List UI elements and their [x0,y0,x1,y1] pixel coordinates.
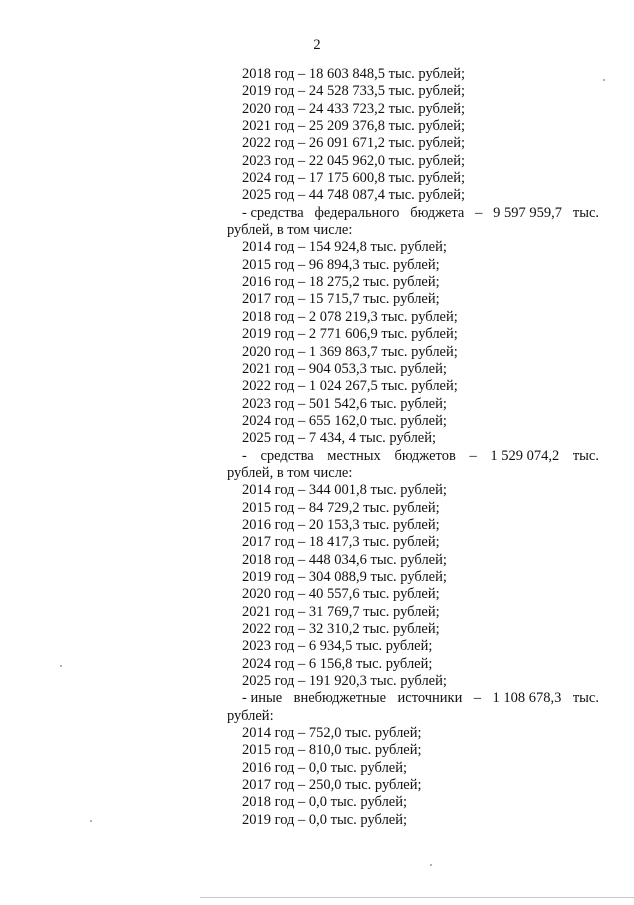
heading-word: - [242,447,247,464]
list-item: 2019 год – 0,0 тыс. рублей; [242,811,408,828]
other-years-list [227,725,599,829]
heading-first-line [227,205,599,222]
heading-word: 9 597 959,7 [493,204,563,221]
heading-word: местных [327,447,381,464]
local-budget-heading [227,448,599,483]
heading-continuation: рублей: [227,707,274,724]
heading-continuation: рублей, в том числе: [227,222,353,239]
list-item: 2016 год – 0,0 тыс. рублей; [242,759,408,776]
heading-word: источники [397,690,463,707]
list-item: 2015 год – 810,0 тыс. рублей; [242,742,422,759]
document-body [227,66,599,829]
heading-word: – [469,447,477,464]
scan-speck [90,820,92,822]
list-item: 2022 год – 26 091 671,2 тыс. рублей; [242,135,466,152]
page-number: 2 [313,37,321,53]
list-item: 2019 год – 304 088,9 тыс. рублей; [242,568,447,585]
list-item: 2025 год – 44 748 087,4 тыс. рублей; [242,187,466,204]
list-item: 2014 год – 154 924,8 тыс. рублей; [242,239,447,256]
heading-word: внебюджетные [293,690,387,707]
list-item: 2023 год – 501 542,6 тыс. рублей; [242,395,447,412]
list-item: 2020 год – 40 557,6 тыс. рублей; [242,586,440,603]
list-item: 2016 год – 18 275,2 тыс. рублей; [242,274,440,291]
heading-word: федерального [314,204,400,221]
total-years-list [227,66,599,205]
list-item: 2020 год – 1 369 863,7 тыс. рублей; [242,343,458,360]
heading-word: бюджетов [394,447,456,464]
list-item: 2021 год – 25 209 376,8 тыс. рублей; [242,118,466,135]
heading-word: тыс. [572,690,599,707]
list-item: 2022 год – 1 024 267,5 тыс. рублей; [242,378,458,395]
list-item: 2019 год – 2 771 606,9 тыс. рублей; [242,326,458,343]
list-item: 2017 год – 15 715,7 тыс. рублей; [242,291,440,308]
list-item: 2016 год – 20 153,3 тыс. рублей; [242,516,440,533]
list-item: 2018 год – 2 078 219,3 тыс. рублей; [242,308,458,325]
federal-years-list [227,239,599,447]
heading-word: – [475,204,483,221]
heading-word: средства [260,447,314,464]
list-item: 2025 год – 7 434, 4 тыс. рублей; [242,430,437,447]
list-item: 2022 год – 32 310,2 тыс. рублей; [242,621,440,637]
heading-first-line [227,690,599,707]
federal-budget-heading [227,205,599,240]
heading-word: – [473,690,482,707]
heading-word: - иные [242,690,283,707]
list-item: 2025 год – 191 920,3 тыс. рублей; [242,673,447,690]
heading-word: - средства [242,204,304,221]
local-years-list [227,482,599,690]
heading-word: тыс. [572,204,599,221]
scan-speck [430,864,432,866]
list-item: 2017 год – 18 417,3 тыс. рублей; [242,534,440,551]
list-item: 2015 год – 96 894,3 тыс. рублей; [242,256,440,273]
scan-speck [603,79,605,81]
list-item: 2018 год – 18 603 848,5 тыс. рублей; [242,66,466,82]
list-item: 2024 год – 17 175 600,8 тыс. рублей; [242,170,466,187]
heading-word: 1 108 678,3 [492,690,562,707]
list-item: 2017 год – 250,0 тыс. рублей; [242,777,422,794]
heading-word: бюджета [410,204,465,221]
list-item: 2019 год – 24 528 733,5 тыс. рублей; [242,83,466,100]
scan-speck [60,665,62,667]
list-item: 2024 год – 6 156,8 тыс. рублей; [242,655,433,672]
heading-continuation: рублей, в том числе: [227,464,353,481]
list-item: 2021 год – 904 053,3 тыс. рублей; [242,360,447,377]
heading-word: тыс. [572,447,599,464]
scan-edge-line [200,897,634,898]
list-item: 2014 год – 752,0 тыс. рублей; [242,725,422,742]
other-sources-heading [227,690,599,725]
heading-word: 1 529 074,2 [490,447,560,464]
list-item: 2023 год – 6 934,5 тыс. рублей; [242,638,433,655]
list-item: 2018 год – 448 034,6 тыс. рублей; [242,551,447,568]
list-item: 2024 год – 655 162,0 тыс. рублей; [242,412,447,429]
list-item: 2023 год – 22 045 962,0 тыс. рублей; [242,152,466,169]
heading-first-line [227,448,599,465]
list-item: 2014 год – 344 001,8 тыс. рублей; [242,482,447,499]
list-item: 2021 год – 31 769,7 тыс. рублей; [242,603,440,620]
list-item: 2015 год – 84 729,2 тыс. рублей; [242,499,440,516]
list-item: 2018 год – 0,0 тыс. рублей; [242,794,408,811]
list-item: 2020 год – 24 433 723,2 тыс. рублей; [242,100,466,117]
